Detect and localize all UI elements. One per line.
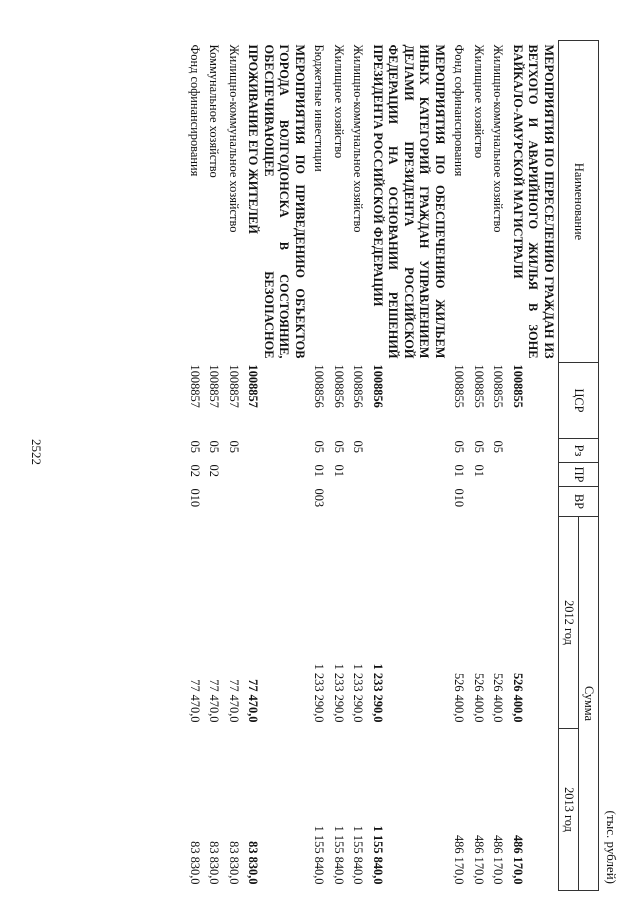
- row-pr: 01: [472, 464, 486, 477]
- row-name: Жилищное хозяйство: [472, 44, 486, 159]
- table-row: [224, 41, 244, 891]
- row-name: Коммунальное хозяйство: [207, 44, 222, 178]
- row-vr: [204, 487, 224, 517]
- row-vr: [243, 487, 309, 517]
- header-2012: 2012 год: [559, 517, 579, 729]
- table-body: [185, 41, 559, 891]
- row-rz: 05: [332, 440, 346, 453]
- row-csr: 1008856: [332, 364, 346, 408]
- row-vr: 010: [188, 488, 202, 508]
- header-rz: Рз: [559, 439, 599, 463]
- row-csr: 1008857: [188, 364, 202, 408]
- table-row: [348, 41, 368, 891]
- header-2013: 2013 год: [559, 729, 579, 891]
- header-name: Наименование: [559, 41, 599, 363]
- table-row: [469, 41, 489, 891]
- row-vr: 010: [452, 488, 467, 508]
- table-row: [243, 41, 309, 891]
- rotated-page: [107, 40, 617, 890]
- row-rz: [368, 439, 450, 463]
- row-sum-2012: 77 470,0: [207, 679, 222, 723]
- row-csr: 1008855: [491, 364, 506, 408]
- row-vr: [348, 487, 368, 517]
- row-vr: [368, 487, 450, 517]
- row-pr: [508, 463, 559, 487]
- header-sum: Сумма: [579, 517, 599, 891]
- row-csr: 1008856: [312, 364, 327, 408]
- row-sum-2012: 1 233 290,0: [371, 663, 385, 723]
- row-pr: [224, 463, 244, 487]
- row-vr: [469, 487, 489, 517]
- row-csr: 1008856: [371, 364, 385, 408]
- row-rz: 05: [472, 440, 486, 453]
- row-rz: 05: [188, 440, 202, 453]
- budget-table: [185, 40, 600, 891]
- row-pr: [243, 463, 309, 487]
- row-name: Фонд софинансирования: [188, 44, 202, 177]
- row-name: Жилищно-коммунальное хозяйство: [491, 44, 506, 233]
- row-rz: [508, 439, 559, 463]
- row-sum-2012: 77 470,0: [246, 679, 261, 723]
- row-vr: [224, 487, 244, 517]
- row-name: Фонд софинансирования: [452, 44, 467, 177]
- row-rz: 05: [452, 440, 467, 453]
- row-sum-2013: 1 155 840,0: [332, 825, 346, 885]
- row-csr: 1008857: [227, 364, 241, 408]
- row-sum-2012: 1 233 290,0: [332, 663, 346, 723]
- row-sum-2012: 1 233 290,0: [351, 663, 366, 723]
- row-pr: 02: [207, 464, 222, 477]
- row-sum-2013: 1 155 840,0: [351, 825, 366, 885]
- header-csr: ЦСР: [559, 363, 599, 439]
- table-row: [368, 41, 450, 891]
- row-sum-2013: 486 170,0: [452, 834, 467, 885]
- row-csr: 1008857: [246, 364, 261, 408]
- table-row: [449, 41, 469, 891]
- row-sum-2013: 486 170,0: [491, 834, 506, 885]
- units-label: (тыс. рублей): [604, 810, 619, 884]
- row-pr: [368, 463, 450, 487]
- row-name: МЕРОПРИЯТИЯ ПО ПЕРЕСЕЛЕНИЮ ГРАЖДАН ИЗ ВЕТХОГО И АВАРИЙНОГО ЖИЛЬЯ В ЗОНЕ БАЙКАЛО-АМУРСКОЙ МАГИСТРАЛИ: [511, 44, 556, 359]
- row-pr: 01: [332, 464, 346, 477]
- row-sum-2013: 83 830,0: [246, 841, 261, 885]
- row-sum-2012: 526 400,0: [472, 672, 486, 723]
- row-rz: 05: [227, 440, 241, 453]
- table-row: [185, 41, 205, 891]
- row-sum-2013: 83 830,0: [227, 841, 241, 885]
- row-rz: 05: [351, 440, 366, 453]
- row-csr: 1008855: [472, 364, 486, 408]
- row-name: Жилищно-коммунальное хозяйство: [227, 44, 241, 233]
- row-vr: [329, 487, 349, 517]
- row-sum-2012: 526 400,0: [452, 672, 467, 723]
- row-pr: [488, 463, 508, 487]
- row-rz: 05: [312, 440, 327, 453]
- row-csr: 1008855: [511, 364, 525, 408]
- row-name: МЕРОПРИЯТИЯ ПО ОБЕСПЕЧЕНИЮ ЖИЛЬЕМ ИНЫХ КАТЕГОРИЙ ГРАЖДАН УПРАВЛЕНИЕМ ДЕЛАМИ ПРЕЗИДЕНТА РОССИЙСКОЙ ФЕДЕРАЦИИ НА ОСНОВАНИИ РЕШЕНИЙ ПРЕЗИДЕНТА РОССИЙСКОЙ ФЕДЕРАЦИИ: [371, 44, 447, 359]
- header-vr: ВР: [559, 487, 599, 517]
- row-name: МЕРОПРИЯТИЯ ПО ПРИВЕДЕНИЮ ОБЪЕКТОВ ГОРОДА ВОЛГОДОНСКА В СОСТОЯНИЕ, ОБЕСПЕЧИВАЮЩЕЕ БЕЗОПАСНОЕ ПРОЖИВАНИЕ ЕГО ЖИТЕЛЕЙ: [246, 44, 307, 359]
- table-row: [508, 41, 559, 891]
- row-rz: 05: [207, 440, 222, 453]
- row-sum-2012: 526 400,0: [511, 672, 525, 723]
- row-vr: [488, 487, 508, 517]
- row-vr: [508, 487, 559, 517]
- row-sum-2012: 77 470,0: [188, 679, 202, 723]
- row-name: Жилищно-коммунальное хозяйство: [351, 44, 366, 233]
- table-row: [488, 41, 508, 891]
- row-pr: [348, 463, 368, 487]
- row-pr: 02: [188, 464, 202, 477]
- row-pr: 01: [312, 464, 327, 477]
- row-sum-2013: 83 830,0: [188, 841, 202, 885]
- row-sum-2013: 486 170,0: [472, 834, 486, 885]
- row-pr: 01: [452, 464, 467, 477]
- table-row: [309, 41, 329, 891]
- row-csr: 1008855: [452, 364, 467, 408]
- row-rz: [243, 439, 309, 463]
- row-sum-2013: 1 155 840,0: [312, 825, 327, 885]
- table-row: [204, 41, 224, 891]
- row-name: Бюджетные инвестиции: [312, 44, 327, 172]
- header-pr: ПР: [559, 463, 599, 487]
- table-row: [329, 41, 349, 891]
- table-header: [559, 41, 599, 891]
- row-vr: 003: [312, 488, 327, 508]
- row-sum-2012: 77 470,0: [227, 679, 241, 723]
- row-rz: 05: [491, 440, 506, 453]
- row-csr: 1008857: [207, 364, 222, 408]
- row-sum-2013: 486 170,0: [511, 834, 525, 885]
- row-sum-2012: 1 233 290,0: [312, 663, 327, 723]
- row-csr: 1008856: [351, 364, 366, 408]
- row-sum-2013: 83 830,0: [207, 841, 222, 885]
- row-sum-2012: 526 400,0: [491, 672, 506, 723]
- row-sum-2013: 1 155 840,0: [371, 825, 385, 885]
- page-number: 2522: [29, 439, 44, 465]
- row-name: Жилищное хозяйство: [332, 44, 346, 159]
